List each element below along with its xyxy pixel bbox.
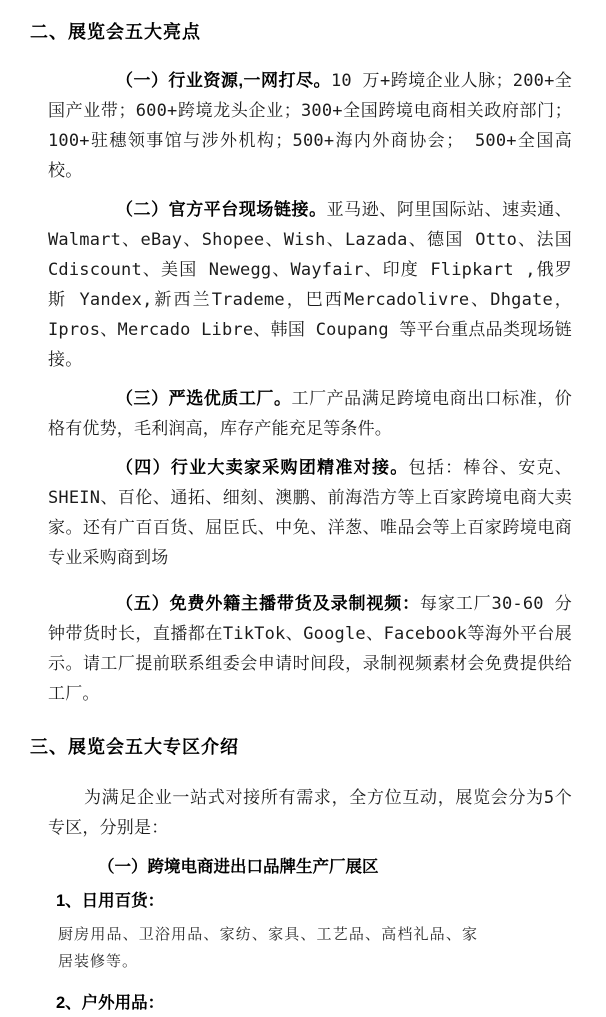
highlight-2-body: 亚马逊、阿里国际站、速卖通、Walmart、eBay、Shopee、Wish、Lazada、德国 Otto、法国Cdiscount、美国 Newegg、Wayfair、印度 Flipkart ,俄罗斯 Yandex,新西兰Trademe，巴西Mercadolivre、Dhgate， Ipros、Mercado Libre、韩国 Coupang 等平台重点品类现场链接。 <box>48 200 572 370</box>
category-1-label: 1、日用百货： <box>56 892 165 910</box>
highlight-4-lead: （四）行业大卖家采购团精准对接。 <box>116 458 409 477</box>
category-2-label: 2、户外用品： <box>56 994 165 1012</box>
highlight-1-body: 10 万+跨境企业人脉；200+全国产业带；600+跨境龙头企业；300+全国跨境电商相关政府部门；100+驻穗领事馆与涉外机构；500+海内外商协会； 500+全国高校。 <box>48 71 572 181</box>
section-heading-highlights: 二、展览会五大亮点 <box>30 22 201 42</box>
highlight-4-body: 包括：棒谷、安克、 SHEIN、百伦、通拓、细刻、澳鹏、前海浩方等上百家跨境电商大卖家。还有广百百货、屈臣氏、中免、洋葱、唯品会等上百家跨境电商专业采购商到场 <box>48 458 572 568</box>
highlight-paragraph-5 <box>48 589 572 709</box>
zone-1-heading: （一）跨境电商进出口品牌生产厂展区 <box>98 858 379 876</box>
highlight-5-body: 每家工厂30-60 分钟带货时长，直播都在TikTok、Google、Facebook等海外平台展示。请工厂提前联系组委会申请时间段，录制视频素材会免费提供给工厂。 <box>48 594 572 704</box>
highlight-paragraph-1 <box>48 66 572 186</box>
highlight-paragraph-3 <box>48 384 572 444</box>
highlight-3-body: 工厂产品满足跨境电商出口标准，价格有优势，毛利润高，库存产能充足等条件。 <box>48 389 573 439</box>
highlight-paragraph-2 <box>48 195 572 375</box>
category-1-items: 厨房用品、卫浴用品、家纺、家具、工艺品、高档礼品、家居装修等。 <box>58 925 478 970</box>
highlight-2-lead: （二）官方平台现场链接。 <box>116 200 327 219</box>
section-heading-zones: 三、展览会五大专区介绍 <box>30 737 239 757</box>
highlight-paragraph-4 <box>48 453 572 573</box>
highlight-3-lead: （三）严选优质工厂。 <box>116 389 292 408</box>
zones-intro-paragraph: 为满足企业一站式对接所有需求，全方位互动，展览会分为5个专区，分别是： <box>48 788 572 838</box>
highlight-5-lead: （五）免费外籍主播带货及录制视频： <box>116 594 420 613</box>
highlight-1-lead: （一）行业资源,一网打尽。 <box>116 71 331 90</box>
